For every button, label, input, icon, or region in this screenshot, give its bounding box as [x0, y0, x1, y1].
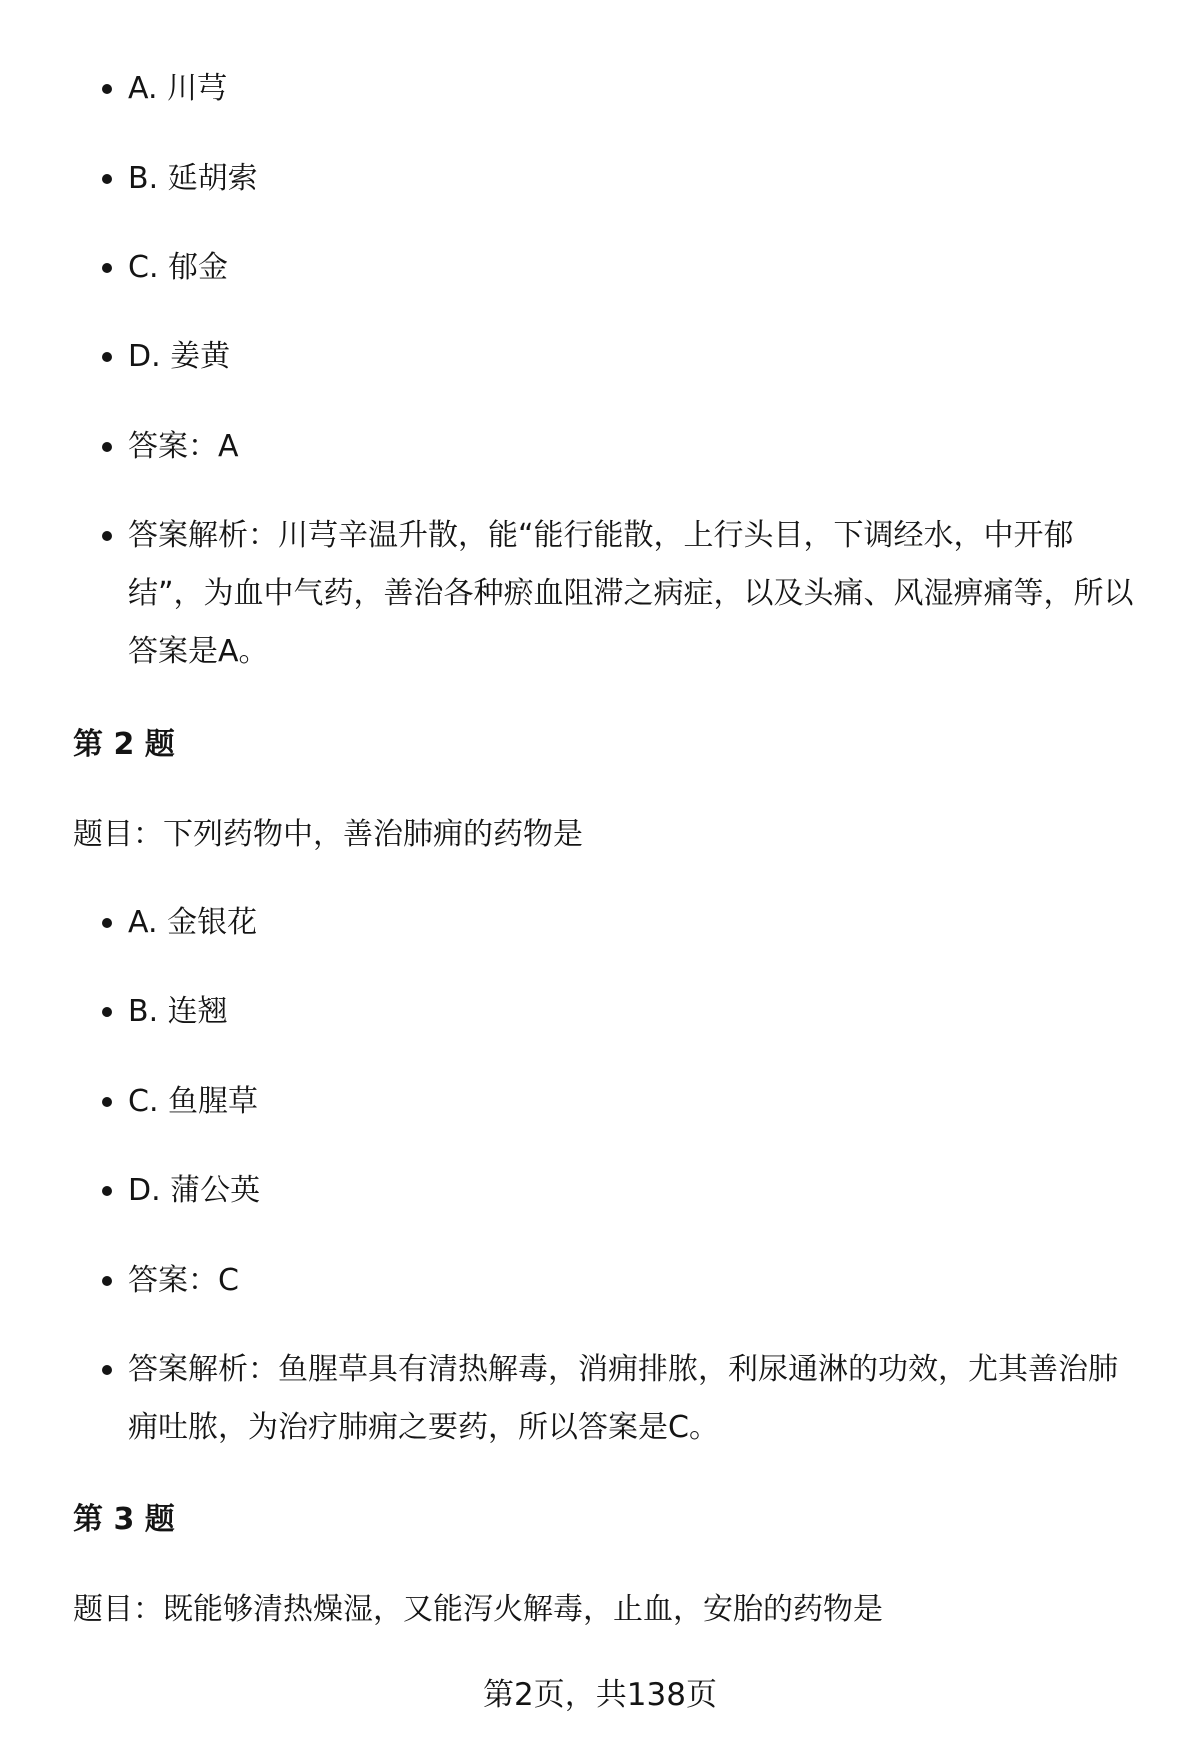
bullet-icon: [102, 1186, 112, 1196]
bullet-icon: [102, 531, 112, 541]
option-d: [128, 1162, 1138, 1220]
bullet-icon: [102, 84, 112, 94]
option-text: A. 川芎: [128, 71, 228, 106]
option-c: [128, 239, 1138, 297]
answer-text: 答案：C: [128, 1263, 239, 1298]
option-a: [128, 60, 1138, 118]
answer-analysis: [128, 507, 1138, 681]
question-3-heading: 第 3 题: [73, 1502, 175, 1537]
page-footer: 第2页，共138页: [483, 1677, 717, 1713]
answer: [128, 418, 1138, 476]
question-2-stem: 题目：下列药物中，善治肺痈的药物是: [73, 817, 583, 852]
option-text: B. 连翘: [128, 994, 228, 1029]
option-text: B. 延胡索: [128, 161, 258, 196]
option-text: C. 郁金: [128, 250, 229, 285]
option-d: [128, 328, 1138, 386]
question-3-stem: 题目：既能够清热燥湿，又能泻火解毒，止血，安胎的药物是: [73, 1592, 883, 1627]
question-2-heading: 第 2 题: [73, 727, 175, 762]
bullet-icon: [102, 442, 112, 452]
option-text: D. 蒲公英: [128, 1173, 261, 1208]
analysis-text: 答案解析：川芎辛温升散，能“能行能散，上行头目，下调经水，中开郁结”，为血中气药，善治各种瘀血阻滞之病症，以及头痛、风湿痹痛等，所以答案是A。: [128, 518, 1134, 669]
option-text: D. 姜黄: [128, 339, 231, 374]
option-a: [128, 894, 1138, 952]
answer-analysis: [128, 1341, 1138, 1457]
analysis-text: 答案解析：鱼腥草具有清热解毒，消痈排脓，利尿通淋的功效，尤其善治肺痈吐脓，为治疗肺痈之要药，所以答案是C。: [128, 1352, 1118, 1445]
bullet-icon: [102, 174, 112, 184]
answer: [128, 1252, 1138, 1310]
bullet-icon: [102, 263, 112, 273]
option-b: [128, 150, 1138, 208]
bullet-icon: [102, 918, 112, 928]
option-text: A. 金银花: [128, 905, 258, 940]
bullet-icon: [102, 1007, 112, 1017]
option-b: [128, 983, 1138, 1041]
bullet-icon: [102, 1365, 112, 1375]
option-text: C. 鱼腥草: [128, 1084, 259, 1119]
option-c: [128, 1073, 1138, 1131]
bullet-icon: [102, 1097, 112, 1107]
answer-text: 答案：A: [128, 429, 239, 464]
bullet-icon: [102, 352, 112, 362]
bullet-icon: [102, 1276, 112, 1286]
